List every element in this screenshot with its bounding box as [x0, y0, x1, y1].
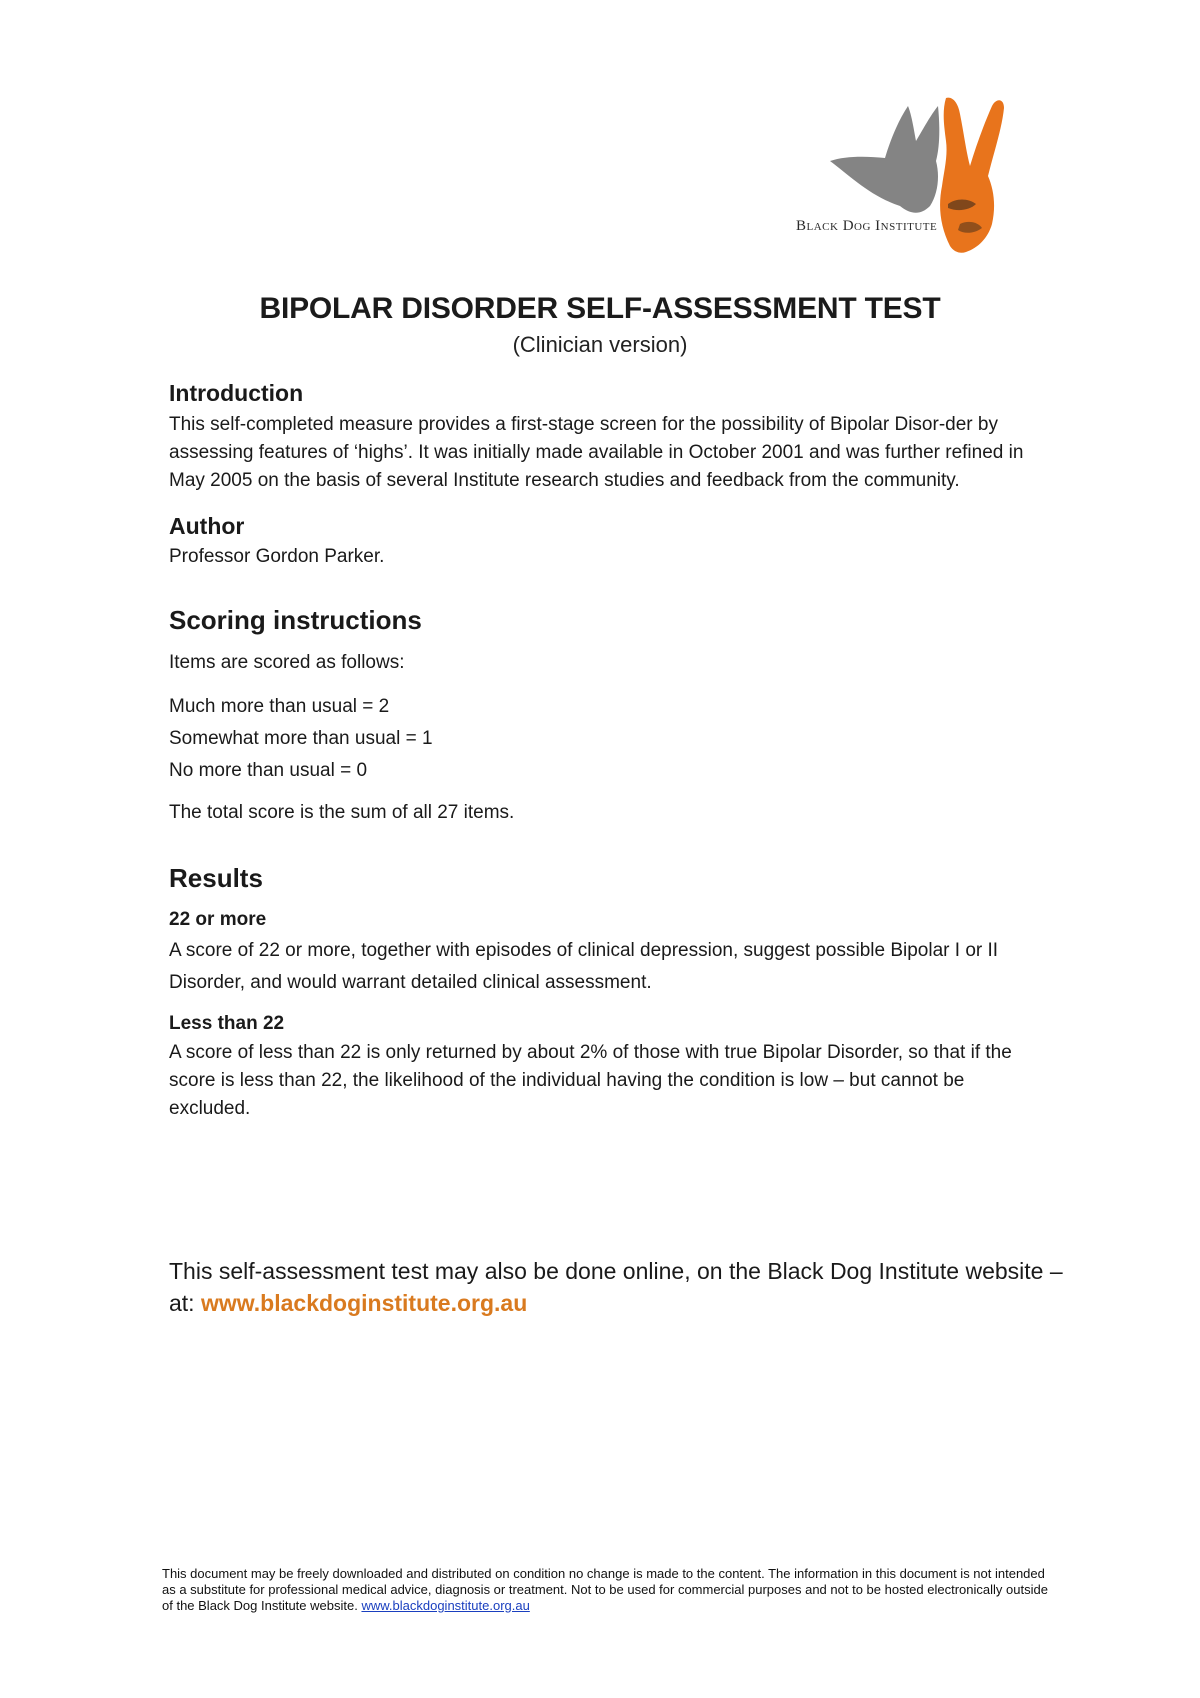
online-note [169, 1255, 1069, 1319]
online-note-text: This self-assessment test may also be done online, on the Black Dog Institute website – at: [169, 1258, 1063, 1316]
scoring-list [169, 691, 1039, 787]
introduction-text: This self-completed measure provides a first-stage screen for the possibility of Bipolar Disor-der by assessing features of ‘highs’. It was initially made available in October 2001 and was further refined in May 2005 on the basis of several Institute research studies and feedback from the community. [169, 414, 1024, 491]
footer-website-link[interactable]: www.blackdoginstitute.org.au [361, 1598, 530, 1613]
author-heading: Author [169, 513, 245, 539]
scoring-total: The total score is the sum of all 27 items. [169, 802, 515, 823]
document-body [169, 378, 1039, 1123]
page-title: BIPOLAR DISORDER SELF-ASSESSMENT TEST [259, 292, 941, 325]
results-low-text: A score of less than 22 is only returned by about 2% of those with true Bipolar Disorder, so that if the score is less than 22, the likelihood of the individual having the condition is low – but cannot be excluded. [169, 1042, 1012, 1119]
scoring-intro: Items are scored as follows: [169, 652, 405, 673]
footer-disclaimer [162, 1566, 1062, 1614]
logo-wordmark: Black Dog Institute [796, 218, 938, 234]
author-name: Professor Gordon Parker. [169, 546, 385, 567]
results-high-label: 22 or more [169, 909, 267, 930]
results-heading: Results [169, 863, 263, 893]
scoring-heading: Scoring instructions [169, 605, 422, 635]
results-high-text: A score of 22 or more, together with episodes of clinical depression, suggest possible Bipolar I or II Disorder, and would warrant detailed clinical assessment. [169, 940, 999, 993]
online-website-link[interactable]: www.blackdoginstitute.org.au [200, 1290, 528, 1316]
scoring-item: Much more than usual = 2 [169, 696, 390, 717]
scoring-item: Somewhat more than usual = 1 [169, 728, 433, 749]
page-subtitle: (Clinician version) [512, 332, 688, 357]
scoring-item: No more than usual = 0 [169, 760, 368, 781]
results-low-label: Less than 22 [169, 1013, 285, 1034]
footer-text: This document may be freely downloaded and distributed on condition no change is made to the content. The information in this document is not intended as a substitute for professional medical advice, diagnosis or treatment. Not to be used for commercial purposes and not to be hosted electronically outside of the Black Dog Institute website. [162, 1566, 1048, 1613]
introduction-heading: Introduction [169, 380, 304, 406]
black-dog-institute-logo [790, 86, 1090, 256]
